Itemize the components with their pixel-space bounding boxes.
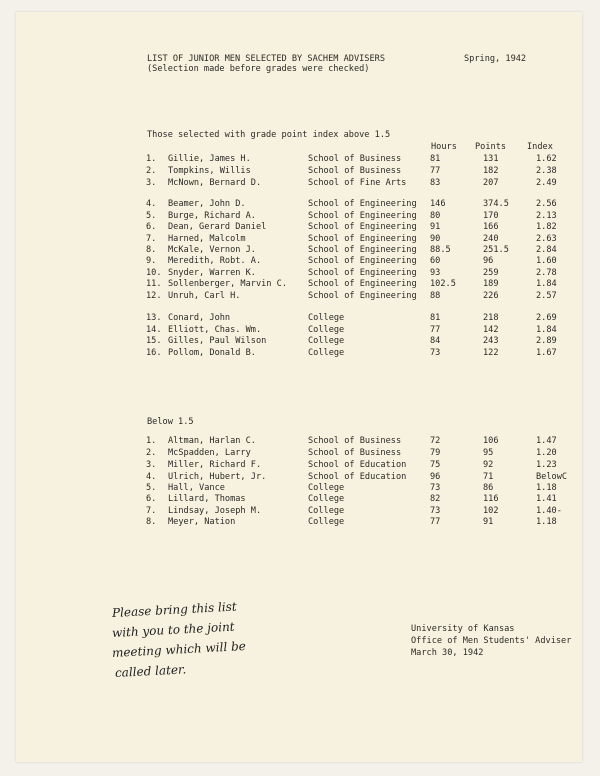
school-name: College	[308, 494, 345, 504]
row-number: 2.	[146, 448, 157, 458]
row-number: 10.	[146, 268, 162, 278]
student-name: Gilles, Paul Wilson	[168, 336, 267, 346]
row-number: 12.	[146, 291, 162, 301]
index-value: 2.38	[536, 166, 557, 176]
index-value: 2.84	[536, 245, 557, 255]
index-value: 2.49	[536, 178, 557, 188]
document-subtitle: (Selection made before grades were checked)	[147, 64, 370, 74]
row-number: 4.	[146, 199, 157, 209]
student-name: Pollom, Donald B.	[168, 348, 256, 358]
index-value: 1.47	[536, 436, 557, 446]
points-value: 96	[483, 256, 494, 266]
hours-value: 75	[430, 460, 441, 470]
column-header-points: Points	[475, 142, 507, 152]
table-row	[146, 494, 566, 505]
index-value: 2.56	[536, 199, 557, 209]
index-value: 1.20	[536, 448, 557, 458]
table-row	[146, 256, 566, 267]
table-row	[146, 178, 566, 189]
school-name: School of Engineering	[308, 245, 417, 255]
hours-value: 80	[430, 211, 441, 221]
school-name: School of Education	[308, 460, 407, 470]
points-value: 166	[483, 222, 499, 232]
school-name: School of Education	[308, 472, 407, 482]
school-name: School of Engineering	[308, 234, 417, 244]
school-name: School of Engineering	[308, 222, 417, 232]
table-row	[146, 245, 566, 256]
hours-value: 77	[430, 166, 441, 176]
column-header-index: Index	[527, 142, 553, 152]
table-row	[146, 222, 566, 233]
handwritten-note-line: called later.	[114, 662, 187, 680]
row-number: 15.	[146, 336, 162, 346]
handwritten-note-line: Please bring this list	[111, 599, 237, 620]
table-row	[146, 348, 566, 359]
table-row	[146, 472, 566, 483]
hours-value: 102.5	[430, 279, 456, 289]
section-above-heading: Those selected with grade point index above 1.5	[147, 130, 391, 140]
hours-value: 84	[430, 336, 441, 346]
row-number: 11.	[146, 279, 162, 289]
row-number: 3.	[146, 178, 157, 188]
student-name: McNown, Bernard D.	[168, 178, 262, 188]
index-value: 2.13	[536, 211, 557, 221]
row-number: 7.	[146, 506, 157, 516]
row-number: 2.	[146, 166, 157, 176]
school-name: College	[308, 517, 345, 527]
index-value: 1.18	[536, 483, 557, 493]
table-row	[146, 199, 566, 210]
points-value: 142	[483, 325, 499, 335]
school-name: School of Business	[308, 154, 402, 164]
hours-value: 91	[430, 222, 441, 232]
points-value: 131	[483, 154, 499, 164]
table-row	[146, 211, 566, 222]
student-name: Sollenberger, Marvin C.	[168, 279, 287, 289]
row-number: 14.	[146, 325, 162, 335]
table-row	[146, 436, 566, 447]
hours-value: 77	[430, 517, 441, 527]
index-value: 2.63	[536, 234, 557, 244]
school-name: School of Business	[308, 436, 402, 446]
points-value: 95	[483, 448, 494, 458]
index-value: 2.78	[536, 268, 557, 278]
points-value: 86	[483, 483, 494, 493]
table-row	[146, 448, 566, 459]
hours-value: 72	[430, 436, 441, 446]
student-name: Harned, Malcolm	[168, 234, 246, 244]
hours-value: 88	[430, 291, 441, 301]
student-name: Altman, Harlan C.	[168, 436, 256, 446]
points-value: 182	[483, 166, 499, 176]
hours-value: 88.5	[430, 245, 451, 255]
index-value: 1.62	[536, 154, 557, 164]
student-name: Snyder, Warren K.	[168, 268, 256, 278]
row-number: 8.	[146, 245, 157, 255]
school-name: School of Engineering	[308, 256, 417, 266]
hours-value: 81	[430, 154, 441, 164]
index-value: 1.41	[536, 494, 557, 504]
school-name: School of Fine Arts	[308, 178, 407, 188]
table-row	[146, 291, 566, 302]
student-name: Ulrich, Hubert, Jr.	[168, 472, 267, 482]
table-row	[146, 506, 566, 517]
points-value: 251.5	[483, 245, 509, 255]
school-name: School of Engineering	[308, 291, 417, 301]
row-number: 1.	[146, 436, 157, 446]
points-value: 240	[483, 234, 499, 244]
row-number: 5.	[146, 211, 157, 221]
points-value: 170	[483, 211, 499, 221]
index-value: 1.84	[536, 279, 557, 289]
table-row	[146, 234, 566, 245]
column-header-hours: Hours	[431, 142, 457, 152]
table-row	[146, 268, 566, 279]
points-value: 218	[483, 313, 499, 323]
table-row	[146, 336, 566, 347]
row-number: 3.	[146, 460, 157, 470]
hours-value: 73	[430, 348, 441, 358]
row-number: 6.	[146, 494, 157, 504]
student-name: Beamer, John D.	[168, 199, 246, 209]
table-row	[146, 166, 566, 177]
index-value: 1.23	[536, 460, 557, 470]
row-number: 8.	[146, 517, 157, 527]
index-value: 1.67	[536, 348, 557, 358]
row-number: 4.	[146, 472, 157, 482]
row-number: 7.	[146, 234, 157, 244]
points-value: 91	[483, 517, 494, 527]
points-value: 102	[483, 506, 499, 516]
hours-value: 93	[430, 268, 441, 278]
hours-value: 73	[430, 506, 441, 516]
student-name: Meyer, Nation	[168, 517, 236, 527]
hours-value: 82	[430, 494, 441, 504]
points-value: 226	[483, 291, 499, 301]
handwritten-note-line: with you to the joint	[111, 619, 235, 640]
school-name: School of Engineering	[308, 199, 417, 209]
row-number: 5.	[146, 483, 157, 493]
student-name: Meredith, Robt. A.	[168, 256, 262, 266]
index-value: BelowC	[536, 472, 568, 482]
document-page	[16, 12, 582, 762]
student-name: Conard, John	[168, 313, 231, 323]
hours-value: 90	[430, 234, 441, 244]
student-name: Elliott, Chas. Wm.	[168, 325, 262, 335]
hours-value: 81	[430, 313, 441, 323]
signature-line: March 30, 1942	[411, 648, 484, 658]
points-value: 374.5	[483, 199, 509, 209]
index-value: 2.57	[536, 291, 557, 301]
table-row	[146, 517, 566, 528]
student-name: Lillard, Thomas	[168, 494, 246, 504]
points-value: 71	[483, 472, 494, 482]
row-number: 1.	[146, 154, 157, 164]
hours-value: 146	[430, 199, 446, 209]
document-title: LIST OF JUNIOR MEN SELECTED BY SACHEM ADVISERS	[147, 54, 385, 64]
index-value: 1.82	[536, 222, 557, 232]
hours-value: 60	[430, 256, 441, 266]
table-row	[146, 325, 566, 336]
hours-value: 83	[430, 178, 441, 188]
student-name: Tompkins, Willis	[168, 166, 251, 176]
table-row	[146, 460, 566, 471]
student-name: Gillie, James H.	[168, 154, 251, 164]
signature-line: University of Kansas	[411, 624, 515, 634]
points-value: 207	[483, 178, 499, 188]
hours-value: 79	[430, 448, 441, 458]
hours-value: 77	[430, 325, 441, 335]
hours-value: 73	[430, 483, 441, 493]
table-row	[146, 154, 566, 165]
student-name: Dean, Gerard Daniel	[168, 222, 267, 232]
table-row	[146, 483, 566, 494]
section-below-heading: Below 1.5	[147, 417, 194, 427]
school-name: School of Engineering	[308, 279, 417, 289]
points-value: 243	[483, 336, 499, 346]
school-name: College	[308, 506, 345, 516]
school-name: College	[308, 325, 345, 335]
student-name: Lindsay, Joseph M.	[168, 506, 262, 516]
table-row	[146, 279, 566, 290]
row-number: 13.	[146, 313, 162, 323]
signature-line: Office of Men Students' Adviser	[411, 636, 572, 646]
row-number: 16.	[146, 348, 162, 358]
school-name: School of Engineering	[308, 211, 417, 221]
hours-value: 96	[430, 472, 441, 482]
row-number: 6.	[146, 222, 157, 232]
points-value: 259	[483, 268, 499, 278]
school-name: School of Business	[308, 166, 402, 176]
student-name: McSpadden, Larry	[168, 448, 251, 458]
points-value: 122	[483, 348, 499, 358]
index-value: 2.69	[536, 313, 557, 323]
school-name: School of Engineering	[308, 268, 417, 278]
index-value: 1.84	[536, 325, 557, 335]
points-value: 106	[483, 436, 499, 446]
school-name: School of Business	[308, 448, 402, 458]
index-value: 1.18	[536, 517, 557, 527]
index-value: 1.60	[536, 256, 557, 266]
table-row	[146, 313, 566, 324]
document-date: Spring, 1942	[464, 54, 527, 64]
index-value: 2.89	[536, 336, 557, 346]
row-number: 9.	[146, 256, 157, 266]
student-name: Burge, Richard A.	[168, 211, 256, 221]
school-name: College	[308, 483, 345, 493]
school-name: College	[308, 348, 345, 358]
points-value: 189	[483, 279, 499, 289]
school-name: College	[308, 313, 345, 323]
student-name: McKale, Vernon J.	[168, 245, 256, 255]
school-name: College	[308, 336, 345, 346]
student-name: Miller, Richard F.	[168, 460, 262, 470]
handwritten-note-line: meeting which will be	[111, 638, 247, 660]
student-name: Unruh, Carl H.	[168, 291, 241, 301]
index-value: 1.40-	[536, 506, 562, 516]
points-value: 116	[483, 494, 499, 504]
student-name: Hall, Vance	[168, 483, 225, 493]
points-value: 92	[483, 460, 494, 470]
